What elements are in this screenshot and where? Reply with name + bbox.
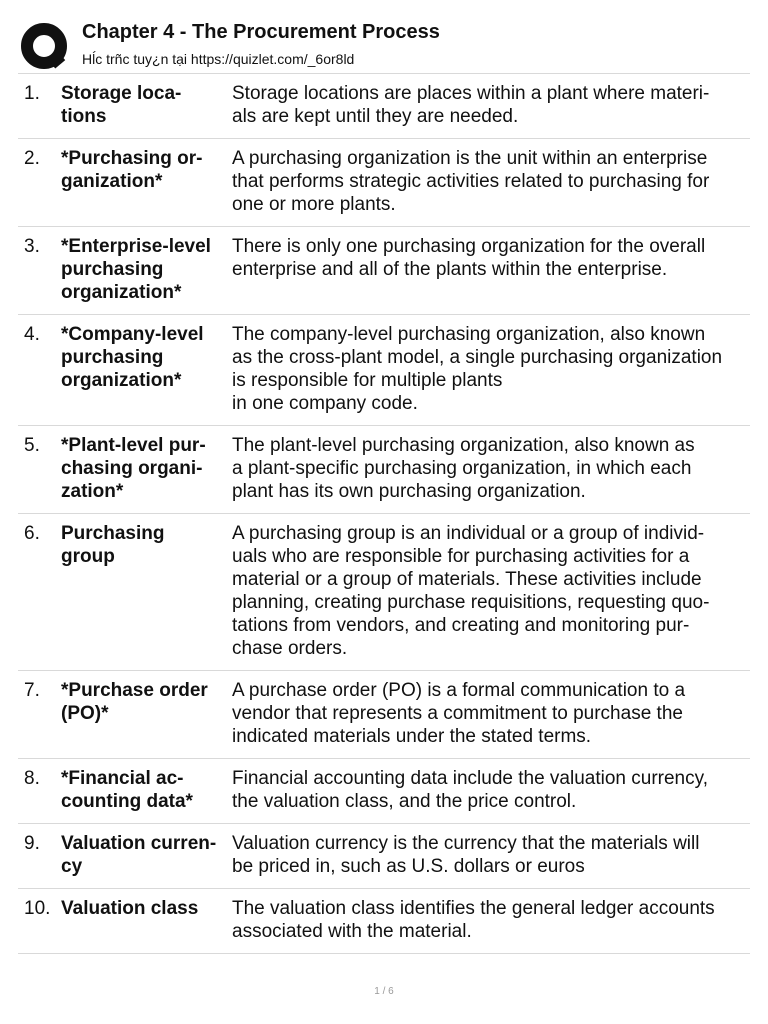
item-definition: A purchase order (PO) is a formal communication to a vendor that represents a commitment to purchase the indicated materials under the stated terms. xyxy=(232,680,686,747)
item-definition: Storage locations are places within a plant where materi- als are kept until they are needed. xyxy=(232,83,710,127)
item-number: 6. xyxy=(24,523,40,544)
item-definition: The plant-level purchasing organization, also known as a plant-specific purchasing organization, in which each plant has its own purchasing organization. xyxy=(232,435,695,502)
item-number: 9. xyxy=(24,833,40,854)
item-definition: A purchasing organization is the unit within an enterprise that performs strategic activities related to purchasing for one or more plants. xyxy=(232,148,710,215)
item-definition: The company-level purchasing organization, also known as the cross-plant model, a single purchasing organization is responsible for multiple plants in one company code. xyxy=(232,324,723,414)
item-term: Storage loca- tions xyxy=(61,83,182,127)
list-item xyxy=(18,226,750,314)
item-term: Purchasing group xyxy=(61,523,165,567)
item-definition: Valuation currency is the currency that the materials will be priced in, such as U.S. dollars or euros xyxy=(232,833,700,877)
item-term: *Plant-level pur- chasing organi- zation* xyxy=(61,435,206,502)
list-item xyxy=(18,138,750,226)
list-item xyxy=(18,314,750,425)
item-term: Valuation curren- cy xyxy=(61,833,217,877)
item-term: *Company-level purchasing organization* xyxy=(61,324,204,391)
item-number: 2. xyxy=(24,148,40,169)
term-list xyxy=(18,73,750,954)
item-number: 3. xyxy=(24,236,40,257)
list-item xyxy=(18,888,750,954)
item-number: 10. xyxy=(24,898,51,919)
item-number: 7. xyxy=(24,680,40,701)
list-item xyxy=(18,73,750,138)
item-term: Valuation class xyxy=(61,898,199,919)
item-term: *Enterprise-level purchasing organization* xyxy=(61,236,211,303)
item-definition: Financial accounting data include the valuation currency, the valuation class, and the price control. xyxy=(232,768,708,812)
page-title: Chapter 4 - The Procurement Process xyxy=(82,21,440,43)
item-definition: A purchasing group is an individual or a group of individ- uals who are responsible for purchasing activities for a material or a group of materials. These activities include planning, creating purchase requisitions, requesting quo- tations from vendors, and creating and monitoring pur- chase orders. xyxy=(232,523,710,659)
list-item xyxy=(18,758,750,823)
list-item xyxy=(18,513,750,670)
quizlet-logo-icon xyxy=(20,22,70,72)
item-definition: There is only one purchasing organization for the overall enterprise and all of the plants within the enterprise. xyxy=(232,236,706,280)
page-header xyxy=(20,18,750,72)
item-number: 1. xyxy=(24,83,40,104)
item-number: 5. xyxy=(24,435,40,456)
item-definition: The valuation class identifies the general ledger accounts associated with the material. xyxy=(232,898,715,942)
list-item xyxy=(18,823,750,888)
list-item xyxy=(18,425,750,513)
list-item xyxy=(18,670,750,758)
source-link-text[interactable]: Hĺc trñc tuy¿n tại https://quizlet.com/_6or8ld xyxy=(82,51,355,67)
item-term: *Financial ac- counting data* xyxy=(61,768,193,812)
item-term: *Purchasing or- ganization* xyxy=(61,148,203,192)
page-indicator: 1 / 6 xyxy=(374,986,394,997)
item-number: 8. xyxy=(24,768,40,789)
item-number: 4. xyxy=(24,324,40,345)
item-term: *Purchase order (PO)* xyxy=(61,680,208,724)
